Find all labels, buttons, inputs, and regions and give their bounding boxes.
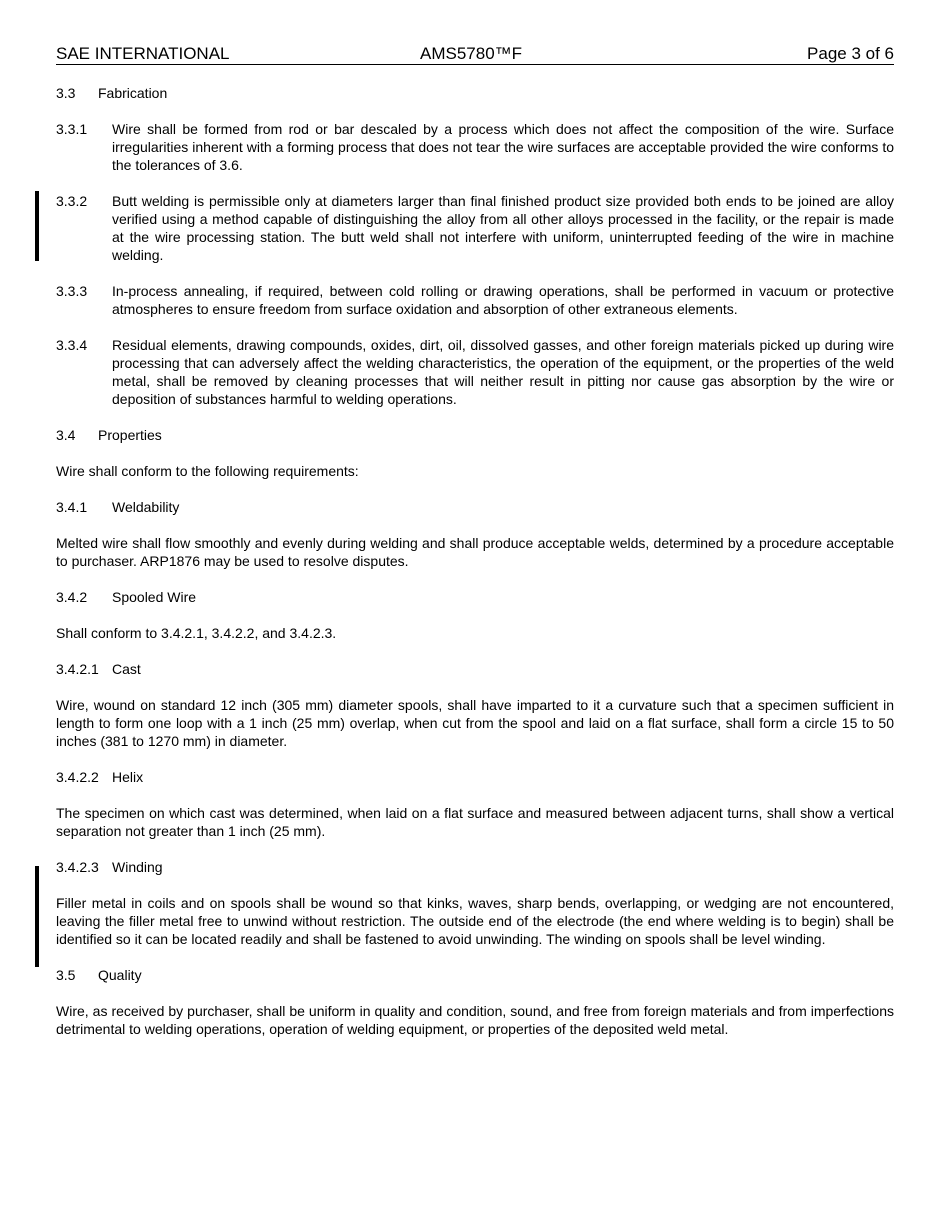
- section-title: Helix: [112, 769, 144, 785]
- section-heading-3-4: [56, 426, 894, 444]
- section-heading-3-4-2-2: [56, 768, 894, 786]
- section-number: 3.5: [56, 967, 76, 983]
- section-text-3-4-2: Shall conform to 3.4.2.1, 3.4.2.2, and 3.4.2.3.: [56, 625, 337, 641]
- clause-text: Residual elements, drawing compounds, oxides, dirt, oil, dissolved gasses, and other foreign materials picked up during wire processing that can adversely affect the welding characteristics, the operation of the equipment, or the properties of the weld metal, shall be removed by cleaning processes that will neither result in pitting nor cause gas absorption by the wire or deposition of substances harmful to welding operations.: [112, 337, 894, 407]
- clause-number: 3.3.1: [56, 121, 88, 137]
- section-heading-3-4-2: [56, 588, 894, 606]
- section-number: 3.3: [56, 85, 76, 101]
- section-title: Cast: [112, 661, 141, 677]
- header-page-number: Page 3 of 6: [807, 44, 894, 63]
- section-number: 3.4.2: [56, 589, 88, 605]
- section-text-3-4-2-3: Filler metal in coils and on spools shall be wound so that kinks, waves, sharp bends, overlapping, or wedging are not encountered, leaving the filler metal free to unwind without restriction. The outside end of the electrode (the end where welding is to begin) shall be identified so it can be located readily and shall be fastened to avoid unwinding. The winding on spools shall be level winding.: [56, 895, 894, 947]
- clause-number: 3.3.4: [56, 337, 88, 353]
- section-number: 3.4.2.2: [56, 769, 99, 785]
- clause-text: Wire shall be formed from rod or bar descaled by a process which does not affect the composition of the wire. Surface irregularities inherent with a forming process that does not tear the wire surfaces are acceptable provided the wire conforms to the tolerances of 3.6.: [112, 121, 894, 173]
- section-title: Winding: [112, 859, 163, 875]
- section-text-3-4-2-1: Wire, wound on standard 12 inch (305 mm) diameter spools, shall have imparted to it a curvature such that a specimen sufficient in length to form one loop with a 1 inch (25 mm) overlap, when cut from the spool and laid on a flat surface, shall form a circle 15 to 50 inches (381 to 1270 mm) in diameter.: [56, 697, 894, 749]
- header-organization: SAE INTERNATIONAL: [56, 44, 230, 63]
- section-heading-3-5: [56, 966, 894, 984]
- section-text-3-4-2-2: The specimen on which cast was determined, when laid on a flat surface and measured between adjacent turns, shall show a vertical separation not greater than 1 inch (25 mm).: [56, 805, 894, 839]
- section-number: 3.4.1: [56, 499, 88, 515]
- clause-text: In-process annealing, if required, between cold rolling or drawing operations, shall be performed in vacuum or protective atmospheres to ensure freedom from surface oxidation and absorption of other extraneous elements.: [112, 283, 894, 317]
- section-heading-3-4-1: [56, 498, 894, 516]
- section-title: Properties: [98, 427, 162, 443]
- clause-number: 3.3.3: [56, 283, 88, 299]
- section-text-3-5: Wire, as received by purchaser, shall be uniform in quality and condition, sound, and free from foreign materials and from imperfections detrimental to welding operations, operation of welding equipment, or properties of the deposited weld metal.: [56, 1003, 894, 1037]
- section-text-3-4: Wire shall conform to the following requirements:: [56, 463, 359, 479]
- section-text-3-4-1: Melted wire shall flow smoothly and evenly during welding and shall produce acceptable welds, determined by a procedure acceptable to purchaser. ARP1876 may be used to resolve disputes.: [56, 535, 894, 569]
- clause-3-3-3: [56, 282, 894, 318]
- clause-number: 3.3.2: [56, 193, 88, 209]
- clause-3-3-1: [56, 120, 894, 174]
- clause-text: Butt welding is permissible only at diameters larger than final finished product size provided both ends to be joined are alloy verified using a method capable of distinguishing the alloy from all other alloys processed in the facility, or the repair is made at the wire processing station. The butt weld shall not interfere with uniform, uninterrupted feeding of the wire in machine welding.: [112, 193, 894, 263]
- section-heading-3-4-2-3: [56, 858, 894, 876]
- section-number: 3.4: [56, 427, 76, 443]
- document-body: [56, 84, 894, 1056]
- section-heading-3-3: [56, 84, 894, 102]
- section-heading-3-4-2-1: [56, 660, 894, 678]
- change-bar-3-4-2-3: [35, 866, 39, 967]
- page-header: [56, 44, 894, 65]
- section-title: Quality: [98, 967, 142, 983]
- header-document-id: AMS5780™F: [420, 44, 523, 63]
- section-number: 3.4.2.3: [56, 859, 99, 875]
- section-title: Spooled Wire: [112, 589, 197, 605]
- clause-3-3-2: [56, 192, 894, 264]
- section-title: Fabrication: [98, 85, 168, 101]
- section-title: Weldability: [112, 499, 180, 515]
- change-bar-3-3-2: [35, 191, 39, 261]
- section-number: 3.4.2.1: [56, 661, 99, 677]
- clause-3-3-4: [56, 336, 894, 408]
